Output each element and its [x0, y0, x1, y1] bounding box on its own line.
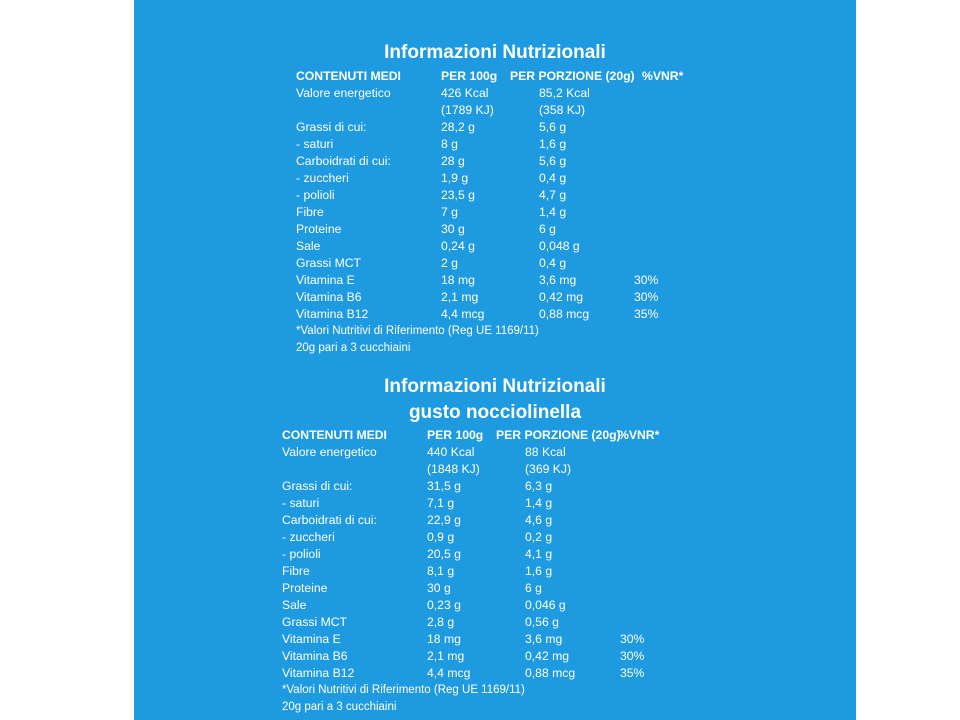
- row-per100: 22,9 g: [427, 513, 461, 527]
- row-per100: 2 g: [441, 256, 458, 270]
- row-per100-kj: (1789 KJ): [441, 103, 494, 117]
- table-row: [282, 580, 542, 597]
- row-portion: 6,3 g: [525, 479, 553, 493]
- table-row: [282, 665, 645, 682]
- row-portion: 85,2 Kcal: [539, 86, 590, 100]
- table-row: [282, 495, 553, 512]
- header-porzione: PER PORZIONE (20g): [510, 69, 635, 83]
- row-portion-kj: (369 KJ): [525, 462, 572, 476]
- row-per100: 18 mg: [427, 632, 461, 646]
- section1-table: [296, 68, 684, 357]
- serving-note: 20g pari a 3 cucchiaini: [282, 701, 397, 713]
- header-vnr: %VNR*: [642, 69, 684, 83]
- row-name: Carboidrati di cui:: [296, 154, 391, 168]
- table-row: [296, 153, 567, 170]
- row-name: - zuccheri: [282, 530, 335, 544]
- table-row: [282, 631, 645, 648]
- header-porzione: PER PORZIONE (20g): [496, 428, 621, 442]
- row-portion: 0,2 g: [525, 530, 553, 544]
- row-name: Grassi di cui:: [282, 479, 353, 493]
- table-row: [282, 444, 572, 478]
- table-row: [296, 136, 567, 153]
- row-name: Vitamina B12: [282, 666, 355, 680]
- row-per100: 31,5 g: [427, 479, 461, 493]
- row-portion: 3,6 mg: [539, 273, 577, 287]
- header-contenuti: CONTENUTI MEDI: [282, 428, 387, 442]
- row-name: Vitamina B12: [296, 307, 369, 321]
- row-name: Fibre: [296, 205, 324, 219]
- row-per100: 30 g: [441, 222, 465, 236]
- serving-note: 20g pari a 3 cucchiaini: [296, 342, 411, 354]
- row-portion: 1,4 g: [539, 205, 567, 219]
- table-row: [296, 272, 659, 289]
- row-name: - zuccheri: [296, 171, 349, 185]
- row-name: Grassi MCT: [296, 256, 361, 270]
- row-vnr: 30%: [620, 649, 645, 663]
- row-per100: 440 Kcal: [427, 445, 475, 459]
- row-per100: 8,1 g: [427, 564, 455, 578]
- row-vnr: 30%: [634, 273, 659, 287]
- table-row: [282, 563, 553, 580]
- row-name: - saturi: [282, 496, 320, 510]
- row-portion: 6 g: [539, 222, 556, 236]
- table-row: [282, 478, 553, 495]
- table-row: [296, 170, 567, 187]
- row-portion: 4,7 g: [539, 188, 567, 202]
- table-row: [296, 238, 580, 255]
- header-contenuti: CONTENUTI MEDI: [296, 69, 401, 83]
- row-per100: 0,23 g: [427, 598, 461, 612]
- row-name: Vitamina B6: [296, 290, 362, 304]
- row-portion: 0,046 g: [525, 598, 566, 612]
- row-per100: 426 Kcal: [441, 86, 489, 100]
- row-portion: 1,4 g: [525, 496, 553, 510]
- row-portion: 0,4 g: [539, 256, 567, 270]
- row-name: - polioli: [296, 188, 335, 202]
- table-row: [296, 221, 556, 238]
- row-per100: 28 g: [441, 154, 465, 168]
- row-per100: 7,1 g: [427, 496, 455, 510]
- row-per100: 0,9 g: [427, 530, 455, 544]
- row-portion: 0,42 mg: [525, 649, 570, 663]
- section2-title: Informazioni Nutrizionali: [384, 376, 606, 397]
- row-per100: 28,2 g: [441, 120, 475, 134]
- header-vnr: %VNR*: [618, 428, 660, 442]
- row-per100: 7 g: [441, 205, 458, 219]
- row-portion: 0,88 mcg: [539, 307, 590, 321]
- table-row: [296, 187, 567, 204]
- table-row: [282, 546, 553, 563]
- row-vnr: 30%: [620, 632, 645, 646]
- row-per100: 4,4 mcg: [441, 307, 485, 321]
- row-name: Grassi MCT: [282, 615, 347, 629]
- footnote: *Valori Nutritivi di Riferimento (Reg UE 1169/11): [296, 325, 539, 337]
- section2-subtitle: gusto nocciolinella: [408, 402, 582, 423]
- row-vnr: 35%: [620, 666, 645, 680]
- table-row: [296, 306, 659, 323]
- row-name: - saturi: [296, 137, 334, 151]
- table-row: [282, 529, 553, 546]
- row-per100-kj: (1848 KJ): [427, 462, 480, 476]
- row-per100: 0,24 g: [441, 239, 475, 253]
- nutrition-panel: [134, 0, 856, 720]
- table-row: [296, 85, 590, 119]
- row-name: Valore energetico: [296, 86, 391, 100]
- row-portion: 6 g: [525, 581, 542, 595]
- row-per100: 20,5 g: [427, 547, 461, 561]
- row-name: Vitamina E: [296, 273, 355, 287]
- row-portion: 1,6 g: [525, 564, 553, 578]
- table-header: [282, 427, 660, 444]
- row-portion: 88 Kcal: [525, 445, 566, 459]
- row-per100: 30 g: [427, 581, 451, 595]
- row-name: - polioli: [282, 547, 321, 561]
- row-name: Fibre: [282, 564, 310, 578]
- row-per100: 8 g: [441, 137, 458, 151]
- row-portion: 0,88 mcg: [525, 666, 576, 680]
- row-per100: 2,1 mg: [427, 649, 465, 663]
- table-row: [296, 255, 567, 272]
- row-portion: 0,56 g: [525, 615, 559, 629]
- row-name: Vitamina B6: [282, 649, 348, 663]
- row-vnr: 35%: [634, 307, 659, 321]
- table-row: [282, 512, 553, 529]
- row-per100: 2,1 mg: [441, 290, 479, 304]
- row-per100: 18 mg: [441, 273, 475, 287]
- row-vnr: 30%: [634, 290, 659, 304]
- row-name: Valore energetico: [282, 445, 377, 459]
- row-name: Sale: [282, 598, 307, 612]
- table-row: [296, 119, 567, 136]
- table-row: [296, 204, 567, 221]
- row-name: Grassi di cui:: [296, 120, 367, 134]
- row-per100: 4,4 mcg: [427, 666, 471, 680]
- row-per100: 1,9 g: [441, 171, 469, 185]
- table-header: [296, 68, 684, 85]
- row-portion: 4,1 g: [525, 547, 553, 561]
- table-row: [282, 614, 559, 631]
- row-name: Proteine: [296, 222, 342, 236]
- section1-title: Informazioni Nutrizionali: [384, 42, 606, 63]
- section2-table: [282, 427, 660, 716]
- row-per100: 23,5 g: [441, 188, 475, 202]
- row-portion: 4,6 g: [525, 513, 553, 527]
- row-portion-kj: (358 KJ): [539, 103, 586, 117]
- row-portion: 5,6 g: [539, 154, 567, 168]
- header-per100: PER 100g: [441, 69, 498, 83]
- row-portion: 1,6 g: [539, 137, 567, 151]
- footnote: *Valori Nutritivi di Riferimento (Reg UE 1169/11): [282, 684, 525, 696]
- row-portion: 5,6 g: [539, 120, 567, 134]
- row-portion: 3,6 mg: [525, 632, 563, 646]
- row-portion: 0,4 g: [539, 171, 567, 185]
- row-portion: 0,048 g: [539, 239, 580, 253]
- row-name: Proteine: [282, 581, 328, 595]
- table-row: [282, 597, 566, 614]
- row-portion: 0,42 mg: [539, 290, 584, 304]
- table-row: [296, 289, 659, 306]
- row-name: Sale: [296, 239, 321, 253]
- table-row: [282, 648, 645, 665]
- row-name: Carboidrati di cui:: [282, 513, 377, 527]
- header-per100: PER 100g: [427, 428, 484, 442]
- row-per100: 2,8 g: [427, 615, 455, 629]
- row-name: Vitamina E: [282, 632, 341, 646]
